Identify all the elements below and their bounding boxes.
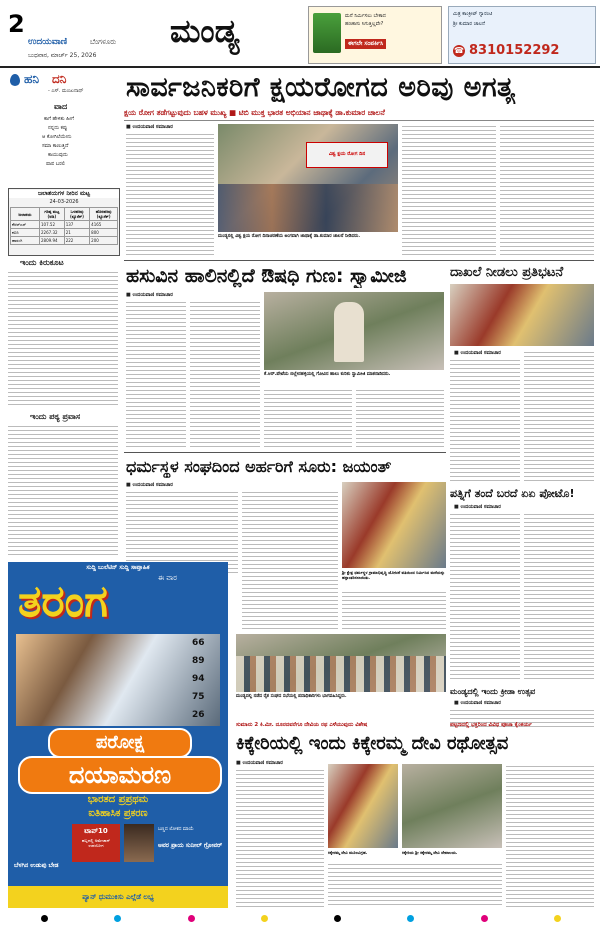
page-number: 2: [8, 10, 25, 38]
taranga-ad[interactable]: [8, 562, 228, 908]
ad2-line-2: ಶ್ರೀ ಕುಮಾರ ಚಾಲನೆ: [453, 21, 485, 27]
honey-author: - ಎಸ್. ಮಂಜುನಾಥ್: [48, 88, 84, 94]
story5-text-1: [450, 512, 520, 682]
honey-title: ಹನಿ: [24, 72, 39, 86]
story6-byline: ■ ಉದಯವಾಣಿ ಸಮಾಚಾರ: [236, 760, 283, 766]
temple-photo: [402, 764, 502, 848]
reservoir-box: [8, 188, 120, 256]
poem-line: ಸಮಾ ಕಾಣುತ್ತಿದೆ: [42, 143, 69, 149]
story3-headline: ದಾಖಲೆ ನೀಡಲು ಪ್ರತಿಭಟನೆ: [450, 265, 564, 280]
swamiji-figure: [334, 302, 364, 362]
story6-kicker-2: ಪಟ್ಟಣದಲ್ಲಿ ಭಕ್ತರಿಂದ ವಿವಿಧ ಪೂಜಾ ಕೈಂಕರ್ಯ: [450, 722, 532, 728]
story3-text-1: [450, 358, 520, 482]
ad-line-1: ಮನೆ ನಿರ್ಮಿಸಲು ಬೇಕಾದ: [345, 13, 386, 19]
story3-photo: [450, 284, 594, 346]
ad-sub-1: ಭಾರತದ ಪ್ರಪ್ರಥಮ: [87, 794, 149, 805]
ad-box-1: [48, 728, 192, 758]
ad-number: 94: [192, 674, 205, 684]
ad-box-2: [18, 756, 222, 794]
reservoir-title: ಜಲಾಶಯಗಳ ನೀರಿನ ಮಟ್ಟ: [9, 190, 119, 198]
district-title: ಮಂಡ್ಯ: [170, 12, 240, 50]
ad-top-tag: ಸುದ್ದಿ ಬುಲೆಟಿನ್ ಸುದ್ದಿ ಸಾಪ್ತಾಹಿಕ: [86, 564, 150, 571]
story5-text-2: [524, 512, 594, 682]
story2-text-1: [126, 300, 186, 450]
date-line: ಬುಧವಾರ, ಮಾರ್ಚ್ 25, 2026: [28, 52, 97, 59]
poem-line: ನನ್ನದು ಕಪ್ಪು: [48, 125, 68, 131]
ad-phone-number[interactable]: 8310152292: [469, 43, 560, 58]
story5-headline: ಪತ್ನಿಗೆ ತಂದೆ ಬರದೆ ಏಏ ಪೋಟೊ!: [450, 487, 575, 500]
lead-text-col2: [402, 124, 496, 256]
print-dot: [407, 915, 414, 922]
poem-line: ಕಾಗೆ ಹೇಳಿತು ಹೀಗೆ: [44, 116, 74, 122]
story6-text-2: [328, 862, 502, 908]
today-events-title: ಇಂದು ಪಠ್ಯ ಪ್ರವಾಸ: [30, 412, 81, 421]
goddess-photo: [328, 764, 398, 848]
cell: 800: [90, 229, 118, 237]
print-marks: [8, 912, 594, 924]
cell: 2267.32: [40, 229, 65, 237]
story6-text-1: [236, 768, 324, 908]
story6-text-3: [506, 764, 594, 908]
story7-headline: ಮಂಡ್ಯದಲ್ಲಿ ಇಂದು ಕ್ರೀಡಾ ಉತ್ಸವ: [450, 687, 536, 696]
cell: 4165: [90, 221, 118, 229]
print-dot: [41, 915, 48, 922]
cell: 2809.94: [40, 237, 65, 245]
ad-badge-text: ಟಾಪ್10: [84, 827, 108, 835]
table-row: [11, 237, 118, 245]
left-column-text-2: [8, 424, 118, 556]
ad-number: 26: [192, 710, 205, 720]
story3-byline: ■ ಉದಯವಾಣಿ ಸಮಾಚಾರ: [454, 350, 501, 356]
cell: 107.52: [40, 221, 65, 229]
reservoir-table: [10, 207, 118, 245]
ad-number: 75: [192, 692, 205, 702]
story2-text-2: [190, 300, 260, 450]
ad-photo-collage: [16, 634, 220, 726]
edition-name: ಬೆಂಗಳೂರು: [90, 38, 117, 46]
story2-caption: ಕೆ.ಆರ್.ಪೇಟೆಯ ಬಿಲ್ಲೇನಹಳ್ಳಿಯಲ್ಲಿ ಗೋವಿನ ಹಾಲು ಕುರಿತು ಸ್ವಾಮೀಜಿ ಮಾತನಾಡಿದರು.: [264, 372, 391, 377]
print-dot: [188, 915, 195, 922]
ad-number: 66: [192, 638, 205, 648]
poem-title: ವಾದ: [54, 102, 68, 111]
table-row: [11, 229, 118, 237]
honey-title-2: ದನಿ: [52, 72, 67, 86]
table-header-row: [11, 208, 118, 221]
ad-building-icon: [313, 13, 341, 53]
story6-kicker: ಸುಮಾರು 2 ಕಿ.ಮೀ. ದೂರದವರೆಗೂ ದೇವಿಯ ರಥ ಎಳೆಯುವುದು ವಿಶೇಷ: [236, 722, 368, 728]
cell: 137: [64, 221, 89, 229]
ad-line-2: ಹಣಕಾಸು ಸಿಗುತ್ತಿಲ್ಲವೇ?: [345, 21, 384, 27]
masthead-ad-housing[interactable]: [308, 6, 442, 64]
ad-box-1-text: ಪರೋಕ್ಷ: [95, 732, 145, 753]
paper-name: ಉದಯವಾಣಿ: [28, 37, 68, 47]
strip-photo: [236, 634, 446, 692]
story2-headline: ಹಸುವಿನ ಹಾಲಿನಲ್ಲಿದೆ ಔಷಧಿ ಗುಣ: ಸ್ವಾಮೀಜಿ: [126, 265, 407, 287]
story4-byline: ■ ಉದಯವಾಣಿ ಸಮಾಚಾರ: [126, 482, 173, 488]
ad-badge-sub: ಹಬ್ಬದಲ್ಲಿ ಅಮೇಜಾನ್ ಉಪಯೋಗ: [81, 838, 111, 848]
col-header: ಒಳಹರಿವು (ಕ್ಯೂಸೆಕ್): [64, 208, 89, 221]
strip-caption: ಮಂಡ್ಯದಲ್ಲಿ ನಡೆದ ರೈತ ಸಂಘದ ಸಭೆಯಲ್ಲಿ ಪದಾಧಿಕಾರಿಗಳು ಭಾಗವಹಿಸಿದ್ದರು.: [236, 694, 347, 699]
ad-bottom-left: ಬೆಳಗಿನ ಉಡುಪು ಬೇಡ: [14, 862, 59, 869]
story4-headline: ಧರ್ಮಸ್ಥಳ ಸಂಘದಿಂದ ಅರ್ಹರಿಗೆ ಸೂರು: ಜಯಂತ್: [126, 457, 392, 476]
masthead-rule: [0, 66, 600, 68]
story2-byline: ■ ಉದಯವಾಣಿ ಸಮಾಚಾರ: [126, 292, 173, 298]
poem-line: ಕಾಯುವುದು: [48, 152, 68, 158]
section-rule-2: [124, 452, 446, 453]
crowd-shape: [218, 184, 398, 232]
story6-headline: ಕಿಕ್ಕೇರಿಯಲ್ಲಿ ಇಂದು ಕಿಕ್ಕೇರಮ್ಮ ದೇವಿ ರಥೋತ್ಸವ: [236, 733, 509, 754]
print-dot: [261, 915, 268, 922]
print-dot: [481, 915, 488, 922]
ad-tarang-pre: ಈ ವಾರ: [158, 574, 177, 582]
cell: ಕಬಿನಿ: [11, 229, 40, 237]
cell: ಹಾರಂಗಿ: [11, 237, 40, 245]
cell: 222: [64, 237, 89, 245]
banner-text: ವಿಶ್ವ ಕ್ಷಯ ರೋಗ ದಿನ: [328, 151, 366, 157]
story4-text-3: [342, 590, 446, 630]
story3-text-2: [524, 350, 594, 482]
print-dot: [334, 915, 341, 922]
drop-icon: [10, 74, 20, 86]
ad-box-2-text: ದಯಾಮರಣ: [68, 761, 172, 789]
story2-text-3: [264, 388, 352, 450]
table-row: [11, 221, 118, 229]
story4-photo: [342, 482, 446, 568]
cell: 21: [64, 229, 89, 237]
print-dot: [114, 915, 121, 922]
ad-side-note: ಅವರ ಪ್ರಾಯ ಸುನೀಲ್ ಗ್ರೋವರ್: [158, 842, 223, 849]
col-header: ಹೊರಹರಿವು (ಕ್ಯೂಸೆಕ್): [90, 208, 118, 221]
lead-headline: ಸಾರ್ವಜನಿಕರಿಗೆ ಕ್ಷಯರೋಗದ ಅರಿವು ಅಗತ್ಯ: [126, 72, 516, 103]
col-header: ಗರಿಷ್ಠ ಮಟ್ಟ (ಅಡಿ): [40, 208, 65, 221]
cell: ಕೆಆರ್‌ಎಸ್: [11, 221, 40, 229]
cell: 200: [90, 237, 118, 245]
ad-bottom-text: ಪ್ಯಾನ್ ಧುಮುಕಿಸು ಎಲ್ಲೆಡೆ ಲಭ್ಯ: [82, 893, 154, 901]
poem-line: ಪಾಪ ಬರಲಿ: [46, 161, 65, 167]
ad-side-small: ಬಣ್ಣದ ಲೋಕದ ಮಾಯೆ: [158, 827, 194, 832]
col-header: ಜಲಾಶಯ: [11, 208, 40, 221]
ad2-line-1: ಮಿತ್ರ ಕಾಂಕ್ರೀಟ್ ಗ್ಯಾರಂಟಿ: [453, 11, 493, 17]
ad-bottom-strip: [8, 886, 228, 908]
ad-portrait: [124, 824, 154, 862]
tb-banner: [306, 142, 388, 168]
people-row: [236, 656, 446, 692]
honey-box: [8, 72, 118, 182]
lead-subhead: ಕ್ಷಯ ರೋಗ ತಡೆಗಟ್ಟುವುದು ಬಹಳ ಮುಖ್ಯ ■ ಟಿಬಿ ಮುಕ್ತ ಭಾರತ ಅಭಿಯಾನ ಜಾಥಾಕ್ಕೆ ಡಾ.ಕುಮಾರ ಚಾಲನೆ: [124, 108, 594, 121]
masthead: [0, 0, 600, 66]
lead-caption: ಮಂಡ್ಯನಲ್ಲಿ ವಿಶ್ವ ಕ್ಷಯ ರೋಗ ದಿನಾಚರಣೆಯ ಅಂಗವಾಗಿ ಜಾಥಾಕ್ಕೆ ಡಾ.ಕುಮಾರ ಚಾಲನೆ ನೀಡಿದರು.: [218, 234, 361, 239]
left-column-text: [8, 270, 118, 408]
story6-caption-1: ಕಿಕ್ಕೇರಮ್ಮ ದೇವಿ ಮೂಲವಿಗ್ರಹ.: [328, 850, 368, 855]
story4-text-2: [242, 490, 338, 630]
story2-text-4: [356, 388, 444, 450]
story6-caption-2: ಕಿಕ್ಕೇರಿಯ ಶ್ರೀ ಕಿಕ್ಕೇರಮ್ಮ ದೇವಿ ದೇವಾಲಯ.: [402, 850, 458, 855]
reservoir-date: 24-03-2026: [49, 199, 79, 205]
story5-byline: ■ ಉದಯವಾಣಿ ಸಮಾಚಾರ: [454, 504, 501, 510]
ad-tarang-title: ತರಂಗ: [18, 576, 108, 627]
lead-text-col3: [500, 124, 594, 256]
ad-number: 89: [192, 656, 205, 666]
poem-line: ಆ ಕೋಗಿಲೆಯೇನು: [42, 134, 72, 140]
ad-sub-2: ಐತಿಹಾಸಿಕ ಪ್ರಕರಣ: [88, 808, 148, 819]
story4-caption: ಶ್ರೀ ಕ್ಷೇತ್ರ ಧರ್ಮಸ್ಥಳ ಗ್ರಾಮಾಭಿವೃದ್ಧಿ ಯೋಜನೆ ವತಿಯಿಂದ ನಿರ್ಮಿಸಿದ ಮನೆಯನ್ನು ಹಸ್ತಾಂತರಿಸಲಾಯಿತು.: [342, 570, 445, 580]
today-left-title: ಇಂದು ಕಿರುಕೂಟ: [20, 258, 64, 267]
print-dot: [554, 915, 561, 922]
lead-byline: ■ ಉದಯವಾಣಿ ಸಮಾಚಾರ: [126, 124, 173, 130]
story2-photo: [264, 292, 444, 370]
story7-byline: ■ ಉದಯವಾಣಿ ಸಮಾಚಾರ: [454, 700, 501, 706]
phone-icon: ☎: [454, 46, 464, 55]
lead-photo: [218, 124, 398, 232]
masthead-ad-concrete[interactable]: [448, 6, 596, 64]
ad-badge: [72, 824, 120, 862]
section-rule: [124, 260, 594, 261]
lead-text-col1: [126, 132, 214, 256]
ad-tag: ಈಗಲೇ ಸಂಪರ್ಕಿಸಿ: [345, 39, 386, 49]
